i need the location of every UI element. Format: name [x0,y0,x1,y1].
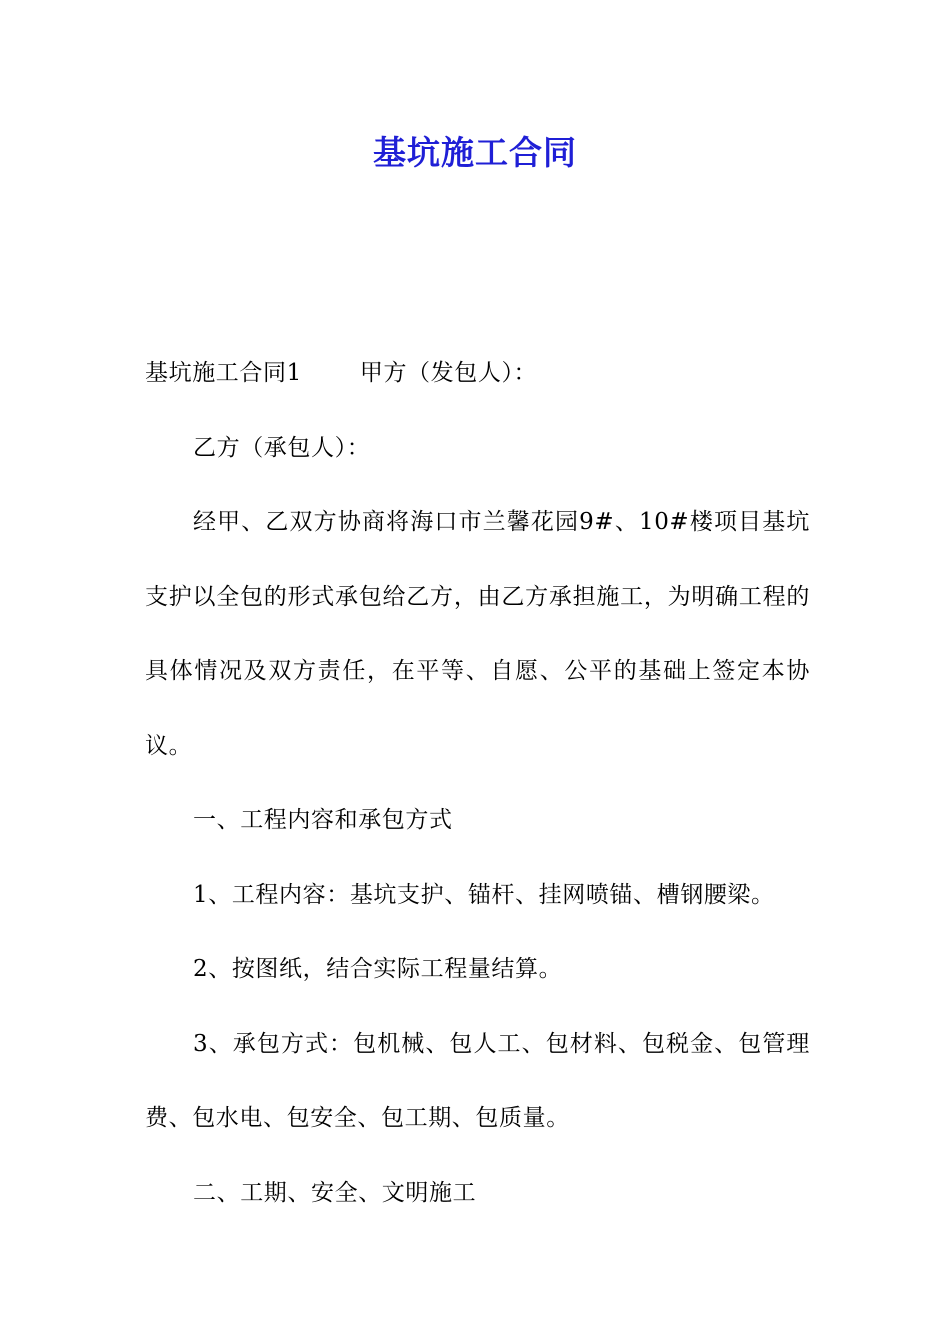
clause-1-1: 1、工程内容：基坑支护、锚杆、挂网喷锚、槽钢腰梁。 [193,881,775,908]
section-heading-1: 一、工程内容和承包方式 [193,807,453,833]
clause-1-3: 3、承包方式：包机械、包人工、包材料、包税金、包管理费、包水电、包安全、包工期、包质量。 [145,1030,810,1131]
contract-heading: 基坑施工合同1 [145,360,302,386]
intro-paragraph: 经甲、乙双方协商将海口市兰馨花园9#、10#楼项目基坑支护以全包的形式承包给乙方，由乙方承担施工，为明确工程的具体情况及双方责任，在平等、自愿、公平的基础上签定本协议。 [145,509,810,759]
section-heading-2: 二、工期、安全、文明施工 [193,1179,477,1206]
first-line [145,336,810,411]
document-title: 基坑施工合同 [373,133,577,172]
document-body [145,336,810,1230]
party-a-label: 甲方（发包人）： [359,360,538,386]
party-b-label: 乙方（承包人）： [193,434,371,461]
clause-1-2: 2、按图纸，结合实际工程量结算。 [193,956,563,982]
